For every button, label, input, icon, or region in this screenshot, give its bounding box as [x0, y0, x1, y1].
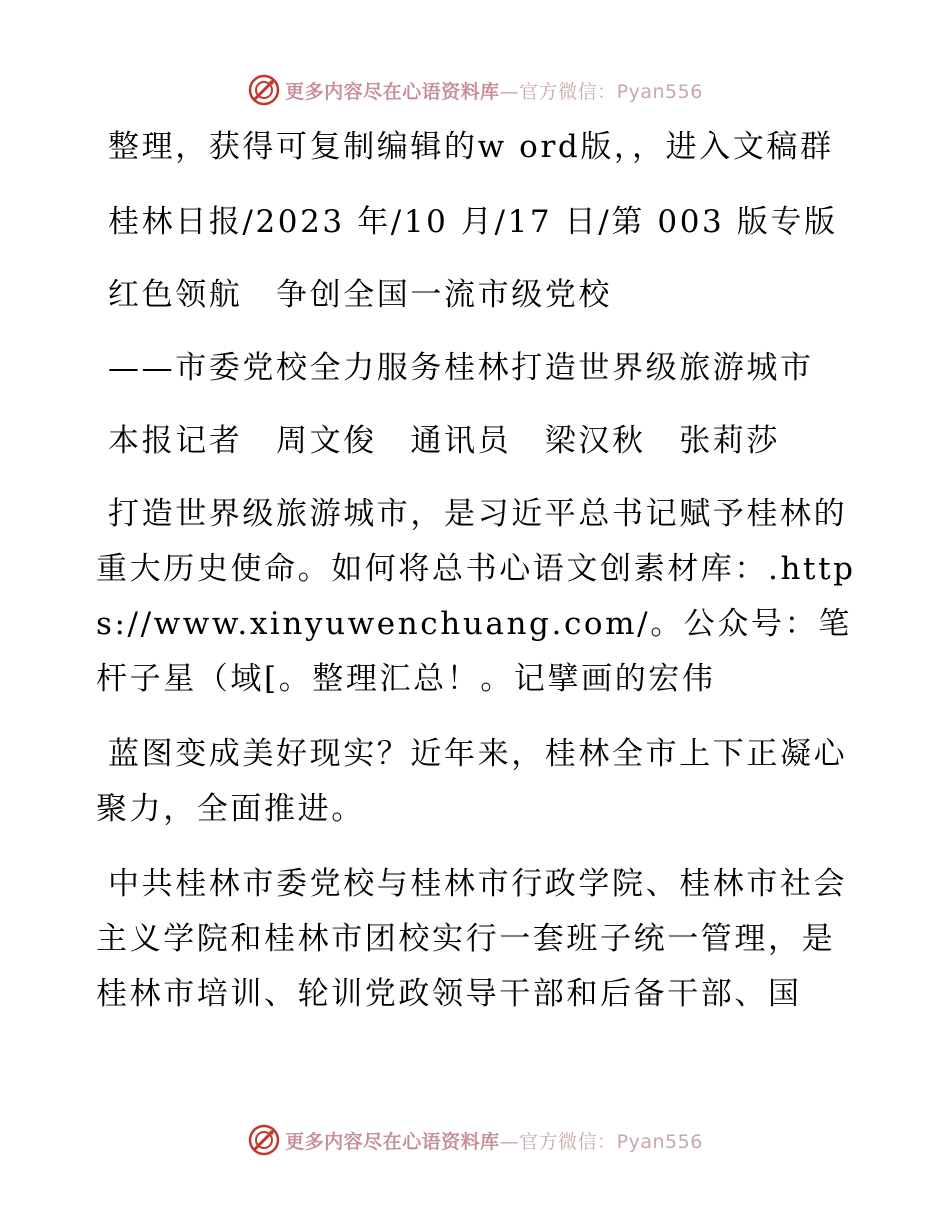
footer-banner-text: 更多内容尽在心语资料库—官方微信：Pyan556: [285, 1130, 703, 1153]
article-body: [96, 120, 856, 1042]
header-banner-text: 更多内容尽在心语资料库—官方微信：Pyan556: [285, 80, 703, 103]
byline: 本报记者 周文俊 通讯员 梁汉秋 张莉莎: [108, 423, 780, 459]
paragraph-1: 打造世界级旅游城市，是习近平总书记赋予桂林的重大历史使命。如何将总书心语文创素材库：.https://www.xinyuwenchuang.com/。公众号：笔杆子星（域[。整理汇总！。记擘画的宏伟: [96, 496, 856, 697]
footer-banner: [0, 1120, 950, 1160]
intro-text: 整理，获得可复制编辑的w ord版，，进入文稿群: [108, 129, 834, 165]
source-line: 桂林日报/2023 年/10 月/17 日/第 003 版专版: [108, 204, 838, 240]
paragraph-2: 蓝图变成美好现实？近年来，桂林全市上下正凝心聚力，全面推进。: [96, 736, 848, 827]
brand-logo-icon: [247, 1123, 281, 1157]
headline: 红色领航 争创全国一流市级党校: [108, 277, 612, 313]
paragraph-3: 中共桂林市委党校与桂林市行政学院、桂林市社会主义学院和桂林市团校实行一套班子统一管理，是桂林市培训、轮训党政领导干部和后备干部、国: [96, 866, 848, 1012]
brand-logo-icon: [247, 73, 281, 107]
subheadline: ——市委党校全力服务桂林打造世界级旅游城市: [108, 350, 814, 386]
header-banner: [0, 70, 950, 110]
